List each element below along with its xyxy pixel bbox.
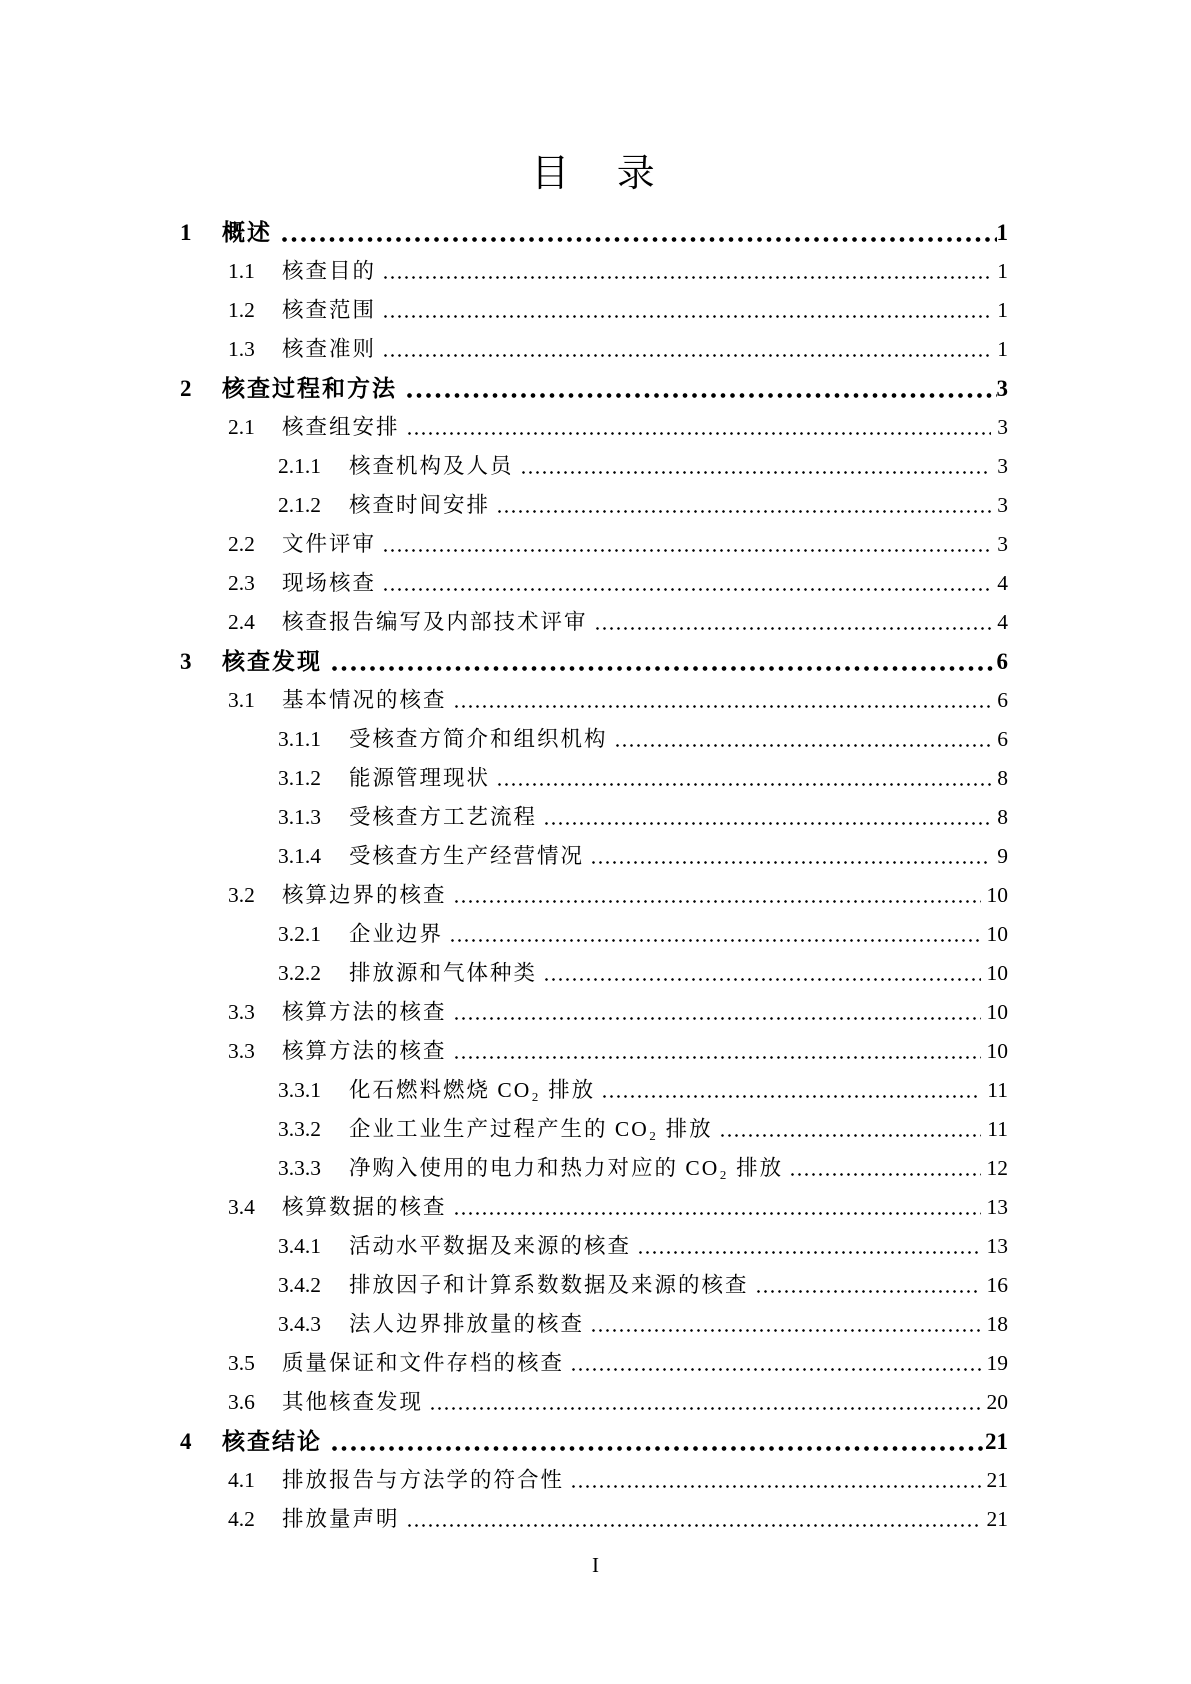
entry-title: 能源管理现状 <box>349 766 491 790</box>
dot-leader <box>408 408 992 447</box>
entry-page-number: 19 <box>986 1351 1008 1375</box>
entry-number: 4.2 <box>228 1507 255 1531</box>
toc-entry <box>180 876 1008 915</box>
entry-page-number: 9 <box>997 844 1008 868</box>
entry-title: 核查准则 <box>282 337 377 361</box>
toc-entry <box>180 330 1008 369</box>
dot-leader <box>455 1188 981 1227</box>
dot-leader <box>384 252 991 291</box>
entry-page-number: 3 <box>997 532 1008 556</box>
entry-number: 3.4.2 <box>278 1273 321 1297</box>
entry-title: 核查时间安排 <box>349 493 491 517</box>
entry-number: 3.1.4 <box>278 844 321 868</box>
entry-number: 4 <box>180 1429 192 1454</box>
entry-title: 核查机构及人员 <box>349 454 514 478</box>
entry-page-number: 3 <box>997 415 1008 439</box>
dot-leader <box>282 213 997 252</box>
dot-leader <box>545 954 980 993</box>
entry-page-number: 1 <box>996 220 1008 245</box>
entry-page-number: 11 <box>987 1078 1008 1102</box>
entry-number: 2.1 <box>228 415 255 439</box>
toc-entry <box>180 1500 1008 1539</box>
entry-page-number: 10 <box>986 883 1008 907</box>
toc-entry <box>180 837 1008 876</box>
entry-number: 3.3 <box>228 1000 255 1024</box>
entry-page-number: 3 <box>997 493 1008 517</box>
entry-page-number: 4 <box>997 571 1008 595</box>
dot-leader <box>408 1500 981 1539</box>
dot-leader <box>455 876 981 915</box>
entry-page-number: 16 <box>986 1273 1008 1297</box>
entry-title: 排放报告与方法学的符合性 <box>282 1468 565 1492</box>
page-title: 目 录 <box>531 153 657 195</box>
entry-number: 3.6 <box>228 1390 255 1414</box>
entry-number: 3.1.2 <box>278 766 321 790</box>
entry-title: 文件评审 <box>282 532 377 556</box>
entry-page-number: 21 <box>985 1429 1008 1454</box>
toc-entry <box>180 681 1008 720</box>
toc-entry <box>180 1110 1008 1149</box>
toc-entry <box>180 252 1008 291</box>
entry-number: 3.3 <box>228 1039 255 1063</box>
entry-title: 质量保证和文件存档的核查 <box>282 1351 565 1375</box>
entry-number: 2.1.1 <box>278 454 321 478</box>
entry-title: 核查报告编写及内部技术评审 <box>282 610 588 634</box>
entry-number: 3.3.2 <box>278 1117 321 1141</box>
entry-title: 企业边界 <box>349 922 444 946</box>
dot-leader <box>603 1071 981 1110</box>
entry-page-number: 8 <box>997 766 1008 790</box>
entry-number: 3.1.3 <box>278 805 321 829</box>
entry-title: 核查发现 <box>222 649 322 674</box>
entry-number: 3.3.3 <box>278 1156 321 1180</box>
page-number-footer: I <box>592 1553 599 1577</box>
toc-entry <box>180 915 1008 954</box>
entry-title: 现场核查 <box>282 571 377 595</box>
entry-title: 受核查方工艺流程 <box>349 805 538 829</box>
entry-number: 3.1 <box>228 688 255 712</box>
entry-title: 企业工业生产过程产生的 CO₂ 排放 <box>349 1117 713 1141</box>
dot-leader <box>791 1149 980 1188</box>
entry-number: 3.2.1 <box>278 922 321 946</box>
entry-number: 3.2.2 <box>278 961 321 985</box>
entry-number: 2.2 <box>228 532 255 556</box>
entry-title: 核算方法的核查 <box>282 1039 447 1063</box>
toc-entry <box>180 525 1008 564</box>
entry-page-number: 6 <box>996 649 1008 674</box>
entry-title: 排放量声明 <box>282 1507 400 1531</box>
dot-leader <box>431 1383 980 1422</box>
entry-page-number: 21 <box>986 1468 1008 1492</box>
entry-title: 基本情况的核查 <box>282 688 447 712</box>
entry-page-number: 10 <box>986 961 1008 985</box>
dot-leader <box>592 1305 980 1344</box>
entry-number: 4.1 <box>228 1468 255 1492</box>
dot-leader <box>332 1422 985 1461</box>
entry-number: 1.2 <box>228 298 255 322</box>
toc-entry <box>180 642 1008 681</box>
entry-title: 化石燃料燃烧 CO₂ 排放 <box>349 1078 596 1102</box>
toc-entry <box>180 1149 1008 1188</box>
toc-entry <box>180 408 1008 447</box>
entry-title: 排放源和气体种类 <box>349 961 538 985</box>
dot-leader <box>498 486 991 525</box>
entry-page-number: 12 <box>986 1156 1008 1180</box>
toc-entry <box>180 213 1008 252</box>
entry-number: 2.4 <box>228 610 255 634</box>
entry-number: 3.2 <box>228 883 255 907</box>
dot-leader <box>332 642 997 681</box>
toc <box>180 213 1008 1539</box>
dot-leader <box>545 798 991 837</box>
entry-title: 核查过程和方法 <box>222 376 397 401</box>
entry-title: 活动水平数据及来源的核查 <box>349 1234 632 1258</box>
entry-page-number: 3 <box>996 376 1008 401</box>
entry-page-number: 1 <box>997 259 1008 283</box>
entry-page-number: 10 <box>986 922 1008 946</box>
toc-entry <box>180 1461 1008 1500</box>
dot-leader <box>522 447 992 486</box>
entry-number: 3.3.1 <box>278 1078 321 1102</box>
entry-title: 净购入使用的电力和热力对应的 CO₂ 排放 <box>349 1156 784 1180</box>
dot-leader <box>592 837 991 876</box>
entry-title: 其他核查发现 <box>282 1390 424 1414</box>
entry-title: 核算边界的核查 <box>282 883 447 907</box>
dot-leader <box>572 1461 980 1500</box>
entry-number: 3.5 <box>228 1351 255 1375</box>
entry-number: 1.1 <box>228 259 255 283</box>
entry-page-number: 13 <box>986 1195 1008 1219</box>
entry-page-number: 4 <box>997 610 1008 634</box>
dot-leader <box>616 720 992 759</box>
dot-leader <box>721 1110 982 1149</box>
dot-leader <box>455 993 981 1032</box>
entry-title: 概述 <box>222 220 272 245</box>
toc-entry <box>180 798 1008 837</box>
entry-page-number: 13 <box>986 1234 1008 1258</box>
dot-leader <box>407 369 997 408</box>
entry-title: 受核查方简介和组织机构 <box>349 727 608 751</box>
dot-leader <box>455 1032 981 1071</box>
dot-leader <box>384 291 991 330</box>
dot-leader <box>596 603 992 642</box>
entry-title: 核查目的 <box>282 259 377 283</box>
toc-entry <box>180 1227 1008 1266</box>
entry-number: 3.4.1 <box>278 1234 321 1258</box>
dot-leader <box>451 915 980 954</box>
entry-page-number: 11 <box>987 1117 1008 1141</box>
toc-entry <box>180 1344 1008 1383</box>
entry-page-number: 8 <box>997 805 1008 829</box>
entry-title: 受核查方生产经营情况 <box>349 844 585 868</box>
entry-page-number: 18 <box>986 1312 1008 1336</box>
dot-leader <box>572 1344 980 1383</box>
dot-leader <box>384 330 991 369</box>
entry-page-number: 10 <box>986 1000 1008 1024</box>
toc-entry <box>180 993 1008 1032</box>
entry-title: 核算方法的核查 <box>282 1000 447 1024</box>
entry-page-number: 6 <box>997 688 1008 712</box>
entry-page-number: 20 <box>986 1390 1008 1414</box>
toc-entry <box>180 291 1008 330</box>
entry-title: 核查结论 <box>222 1429 322 1454</box>
toc-entry <box>180 447 1008 486</box>
entry-page-number: 1 <box>997 337 1008 361</box>
dot-leader <box>455 681 992 720</box>
toc-entry <box>180 369 1008 408</box>
entry-number: 3 <box>180 649 192 674</box>
entry-page-number: 1 <box>997 298 1008 322</box>
toc-entry <box>180 1032 1008 1071</box>
entry-number: 2.1.2 <box>278 493 321 517</box>
toc-entry <box>180 486 1008 525</box>
toc-entry <box>180 759 1008 798</box>
toc-entry <box>180 720 1008 759</box>
entry-number: 2.3 <box>228 571 255 595</box>
toc-entry <box>180 1305 1008 1344</box>
entry-page-number: 10 <box>986 1039 1008 1063</box>
toc-entry <box>180 954 1008 993</box>
toc-entry <box>180 1422 1008 1461</box>
entry-number: 2 <box>180 376 192 401</box>
entry-title: 核查组安排 <box>282 415 400 439</box>
dot-leader <box>639 1227 980 1266</box>
toc-entry <box>180 1383 1008 1422</box>
entry-number: 1.3 <box>228 337 255 361</box>
entry-page-number: 21 <box>986 1507 1008 1531</box>
toc-entry <box>180 1071 1008 1110</box>
entry-number: 3.4.3 <box>278 1312 321 1336</box>
entry-title: 核算数据的核查 <box>282 1195 447 1219</box>
toc-entry <box>180 1266 1008 1305</box>
entry-page-number: 3 <box>997 454 1008 478</box>
entry-number: 3.4 <box>228 1195 255 1219</box>
entry-number: 1 <box>180 220 192 245</box>
toc-entry <box>180 1188 1008 1227</box>
toc-entry <box>180 564 1008 603</box>
dot-leader <box>498 759 991 798</box>
dot-leader <box>384 525 991 564</box>
entry-title: 排放因子和计算系数数据及来源的核查 <box>349 1273 749 1297</box>
dot-leader <box>757 1266 981 1305</box>
entry-title: 法人边界排放量的核查 <box>349 1312 585 1336</box>
entry-number: 3.1.1 <box>278 727 321 751</box>
toc-entry <box>180 603 1008 642</box>
dot-leader <box>384 564 991 603</box>
entry-title: 核查范围 <box>282 298 377 322</box>
entry-page-number: 6 <box>997 727 1008 751</box>
